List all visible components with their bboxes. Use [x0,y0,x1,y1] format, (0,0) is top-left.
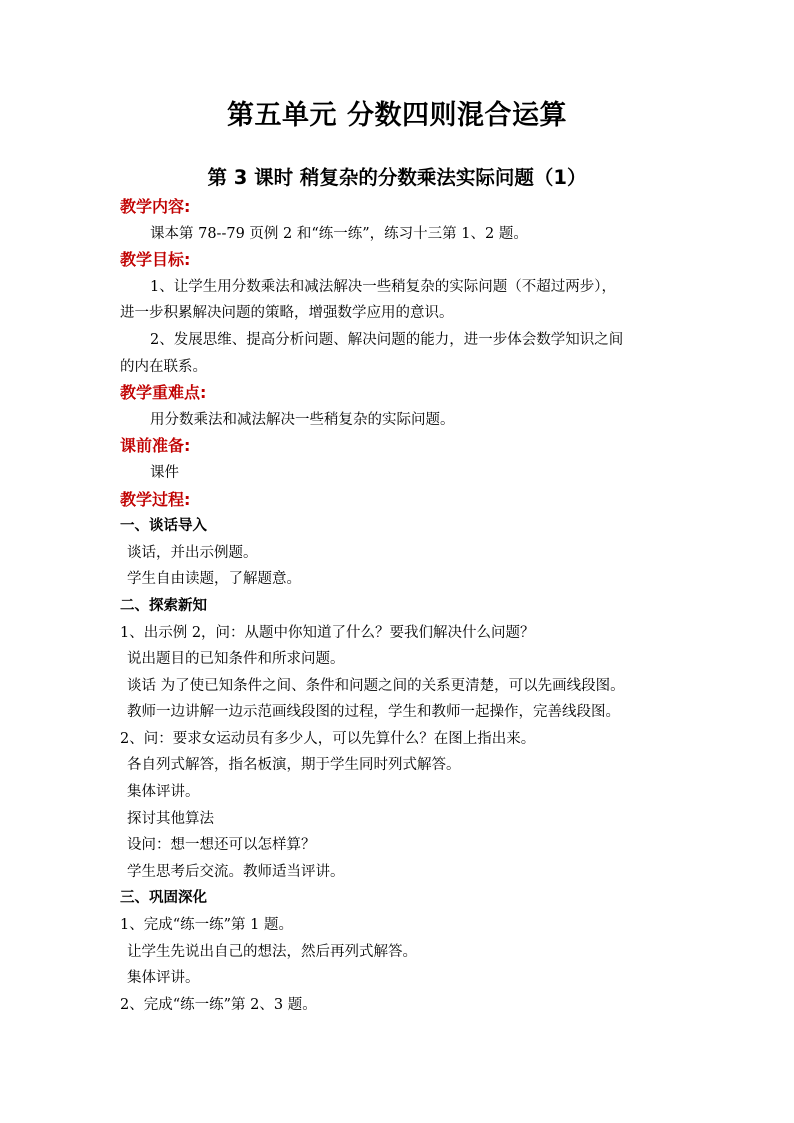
part-2-line: 探讨其他算法 [127,810,214,827]
part-3-line: 集体评讲。 [127,970,200,987]
part-2-line: 1、出示例 2，问：从题中你知道了什么？要我们解决什么问题？ [120,624,535,641]
part-2-heading: 二、探索新知 [120,597,207,614]
part-3-line: 让学生先说出自己的想法，然后再列式解答。 [127,943,417,960]
part-2-line: 各自列式解答，指名板演，期于学生同时列式解答。 [127,757,461,774]
section-heading-process: 教学过程: [120,489,191,509]
part-1-line: 学生自由读题，了解题意。 [127,571,301,588]
part-2-line: 2、问：要求女运动员有多少人，可以先算什么？在图上指出来。 [120,730,536,747]
part-1-heading: 一、谈话导入 [120,518,207,535]
section-heading-goals: 教学目标: [120,250,191,270]
goal-1-line-1: 1、让学生用分数乘法和减法解决一些稍复杂的实际问题（不超过两步）， [150,278,616,295]
goal-2-line-1: 2、发展思维、提高分析问题、解决问题的能力，进一步体会数学知识之间 [150,331,624,348]
part-2-line: 设问：想一想还可以怎样算？ [127,837,316,854]
unit-title: 第五单元 分数四则混合运算 [227,100,567,131]
part-2-line: 学生思考后交流。教师适当评讲。 [127,863,345,880]
section-heading-key-points: 教学重难点: [120,383,207,403]
goal-1-line-2: 进一步积累解决问题的策略，增强数学应用的意识。 [120,305,454,322]
part-2-line: 集体评讲。 [127,784,200,801]
document-body [120,194,680,1018]
part-2-line: 说出题目的已知条件和所求问题。 [127,651,345,668]
section-heading-preparation: 课前准备: [120,436,191,456]
part-2-line: 谈话 为了使已知条件之间、条件和问题之间的关系更清楚，可以先画线段图。 [127,677,625,694]
part-2-line: 教师一边讲解一边示范画线段图的过程，学生和教师一起操作，完善线段图。 [127,704,620,721]
goal-2-line-2: 的内在联系。 [120,358,207,375]
section-heading-content: 教学内容: [120,197,191,216]
part-3-line: 1、完成“练一练”第 1 题。 [120,917,293,934]
part-1-line: 谈话，并出示例题。 [127,544,258,561]
key-points-text: 用分数乘法和减法解决一些稍复杂的实际问题。 [150,411,455,428]
part-3-line: 2、完成“练一练”第 2、3 题。 [120,996,317,1013]
content-text: 课本第 78--79 页例 2 和“练一练”，练习十三第 1、2 题。 [150,225,528,242]
lesson-title: 第 3 课时 稍复杂的分数乘法实际问题（1） [207,166,587,189]
part-3-heading: 三、巩固深化 [120,890,207,907]
preparation-text: 课件 [150,464,179,481]
